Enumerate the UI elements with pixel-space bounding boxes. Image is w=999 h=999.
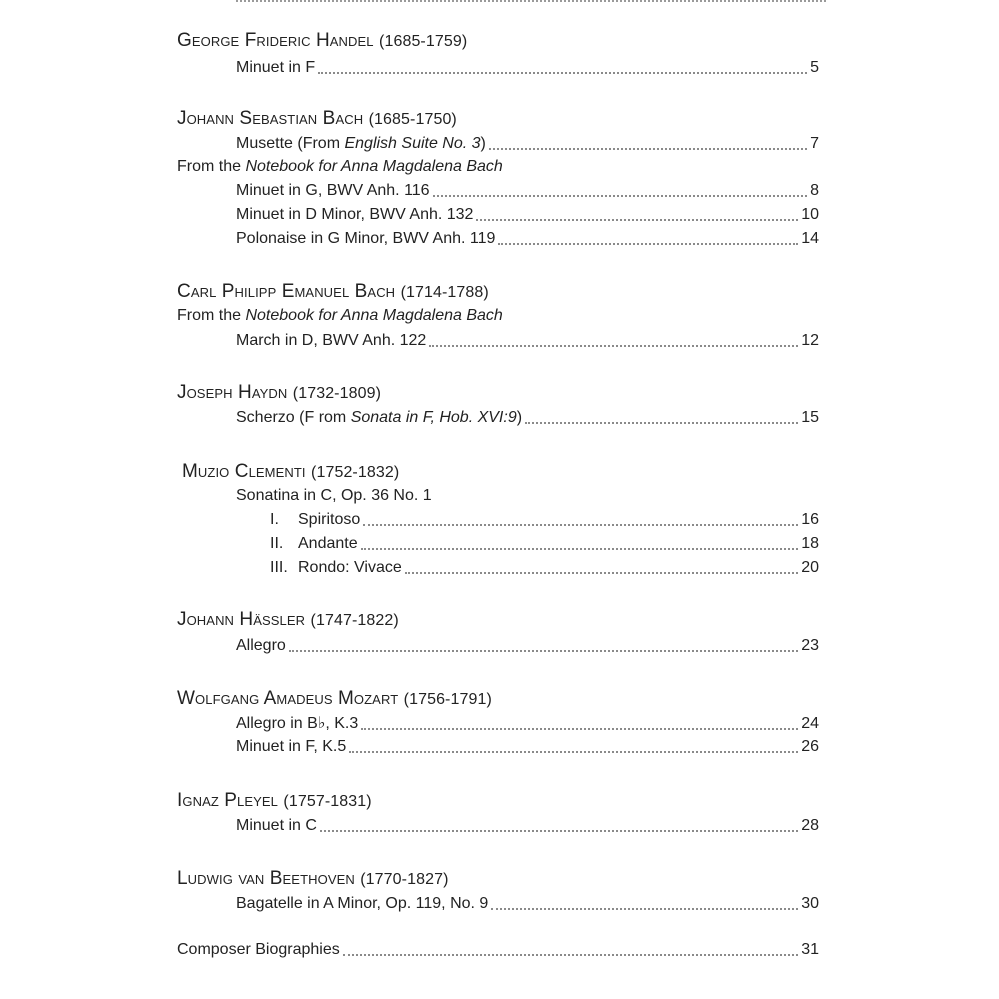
entry-title: Polonaise in G Minor, BWV Anh. 119 — [236, 230, 496, 247]
dot-leader — [491, 908, 798, 910]
entry-title: Scherzo (F rom Sonata in F, Hob. XVI:9) — [236, 409, 523, 426]
toc-entry[interactable] — [236, 408, 819, 428]
toc-entry-movement[interactable] — [270, 510, 819, 530]
composer-heading-haydn — [177, 382, 381, 405]
dot-leader — [525, 422, 798, 424]
composer-heading-hassler — [177, 609, 399, 632]
dot-leader — [289, 650, 798, 652]
entry-title: III. Rondo: Vivace — [270, 559, 402, 576]
top-dotted-rule — [236, 0, 826, 2]
composer-dates: (1752-1832) — [311, 464, 400, 481]
toc-entry-biographies[interactable] — [177, 940, 819, 960]
entry-title: Allegro — [236, 637, 286, 654]
toc-entry[interactable] — [236, 816, 819, 836]
composer-name: Joseph Haydn — [177, 382, 288, 403]
dot-leader — [349, 751, 798, 753]
dot-leader — [498, 243, 798, 245]
movement-number: III. — [270, 559, 288, 576]
dot-leader — [363, 524, 798, 526]
entry-page: 7 — [810, 135, 819, 152]
entry-title: Minuet in F, K.5 — [236, 738, 347, 755]
composer-dates: (1732-1809) — [292, 385, 382, 402]
composer-dates: (1756-1791) — [403, 691, 492, 708]
entry-page: 23 — [801, 637, 819, 654]
composer-dates: (1685-1759) — [379, 33, 468, 50]
composer-name: Carl Philipp Emanuel Bach — [177, 281, 396, 302]
entry-page: 14 — [801, 230, 819, 247]
toc-entry[interactable] — [236, 737, 819, 757]
movement-number: II. — [270, 535, 284, 552]
dot-leader — [476, 219, 798, 221]
entry-title: Musette (From English Suite No. 3) — [236, 135, 486, 152]
toc-entry[interactable] — [236, 636, 819, 656]
dot-leader — [320, 830, 798, 832]
dot-leader — [405, 572, 798, 574]
entry-page: 10 — [801, 206, 819, 223]
composer-dates: (1757-1831) — [283, 793, 372, 810]
toc-entry[interactable] — [236, 205, 819, 225]
entry-title: Minuet in G, BWV Anh. 116 — [236, 182, 430, 199]
dot-leader — [318, 72, 807, 74]
entry-page: 30 — [801, 895, 819, 912]
entry-title: Minuet in D Minor, BWV Anh. 132 — [236, 206, 474, 223]
composer-name: Ignaz Pleyel — [177, 790, 279, 811]
composer-name: Muzio Clementi — [182, 461, 306, 482]
entry-page: 15 — [801, 409, 819, 426]
composer-name: George Frideric Handel — [177, 30, 374, 51]
composer-name: Johann Sebastian Bach — [177, 108, 364, 129]
entry-title: II. Andante — [270, 535, 358, 552]
composer-heading-mozart — [177, 688, 492, 711]
toc-entry[interactable] — [236, 894, 819, 914]
composer-dates: (1685-1750) — [368, 111, 457, 128]
entry-page: 31 — [801, 941, 819, 958]
dot-leader — [361, 548, 799, 550]
composer-heading-js-bach — [177, 108, 457, 131]
collection-label: From the Notebook for Anna Magdalena Bach — [177, 307, 503, 324]
entry-page: 28 — [801, 817, 819, 834]
toc-entry-movement[interactable] — [270, 534, 819, 554]
entry-page: 26 — [801, 738, 819, 755]
composer-dates: (1747-1822) — [310, 612, 399, 629]
entry-page: 24 — [801, 715, 819, 732]
entry-page: 5 — [810, 59, 819, 76]
dot-leader — [429, 345, 798, 347]
composer-heading-pleyel — [177, 790, 372, 813]
collection-label: From the Notebook for Anna Magdalena Bach — [177, 158, 503, 175]
dot-leader — [361, 728, 798, 730]
entry-title: Minuet in C — [236, 817, 317, 834]
composer-heading-cpe-bach — [177, 281, 489, 304]
entry-title: March in D, BWV Anh. 122 — [236, 332, 427, 349]
composer-heading-handel — [177, 30, 467, 53]
entry-title: Minuet in F — [236, 59, 316, 76]
entry-page: 12 — [801, 332, 819, 349]
toc-entry[interactable] — [236, 58, 819, 78]
work-title: Sonatina in C, Op. 36 No. 1 — [236, 487, 432, 504]
dot-leader — [433, 195, 808, 197]
dot-leader — [343, 954, 798, 956]
toc-entry[interactable] — [236, 331, 819, 351]
composer-heading-clementi — [182, 461, 399, 484]
toc-entry[interactable] — [236, 181, 819, 201]
toc-entry[interactable] — [236, 714, 819, 734]
entry-page: 16 — [801, 511, 819, 528]
toc-entry[interactable] — [236, 134, 819, 154]
toc-entry-movement[interactable] — [270, 558, 819, 578]
entry-title: Composer Biographies — [177, 941, 340, 958]
entry-page: 18 — [801, 535, 819, 552]
composer-name: Wolfgang Amadeus Mozart — [177, 688, 399, 709]
entry-title: Allegro in B♭, K.3 — [236, 715, 359, 732]
entry-title: Bagatelle in A Minor, Op. 119, No. 9 — [236, 895, 489, 912]
entry-title: I. Spiritoso — [270, 511, 361, 528]
toc-entry[interactable] — [236, 229, 819, 249]
composer-name: Ludwig van Beethoven — [177, 868, 355, 889]
entry-page: 8 — [810, 182, 819, 199]
entry-page: 20 — [801, 559, 819, 576]
composer-dates: (1770-1827) — [360, 871, 449, 888]
composer-heading-beethoven — [177, 868, 449, 891]
composer-dates: (1714-1788) — [400, 284, 489, 301]
movement-number: I. — [270, 511, 279, 528]
composer-name: Johann Hässler — [177, 609, 306, 630]
dot-leader — [489, 148, 807, 150]
